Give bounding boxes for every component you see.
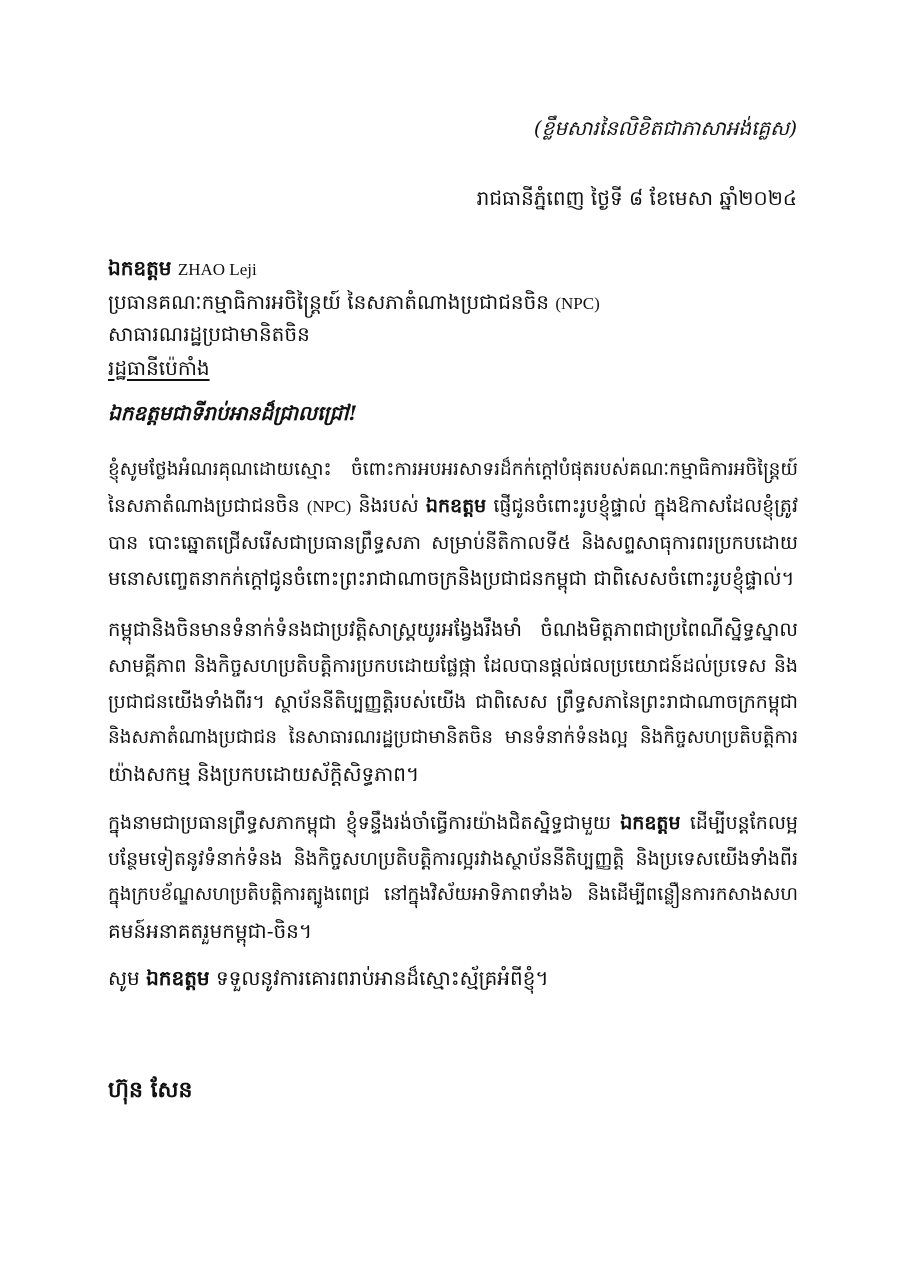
- paragraph-3: [108, 805, 798, 949]
- paragraph-line: បន្ថែមទៀតនូវទំនាក់ទំនង និងកិច្ចសហប្រតិបត្តិការល្អរវាងស្ថាប័ននីតិប្បញ្ញត្តិ និងប្រទេសយើងទាំងពីរ: [108, 848, 798, 870]
- recipient-name-line: [108, 250, 257, 288]
- paragraph-line: សាមគ្គីភាព និងកិច្ចសហប្រតិបត្តិការប្រកបដោយផ្លែផ្កា ដែលបានផ្តល់ផលប្រយោជន៍ដល់ប្រទេស និង: [108, 655, 798, 677]
- paragraph-line: ប្រជាជនយើងទាំងពីរ។ ស្ថាប័ននីតិប្បញ្ញត្តិរបស់យើង ជាពិសេស ព្រឹទ្ធសភានៃព្រះរាជាណាចក្រកម្ពុជា: [108, 691, 798, 713]
- recipient-title-abbr: (NPC): [555, 294, 600, 313]
- text-run: ដើម្បីបន្តកែលម្អ: [689, 812, 798, 834]
- text-run: សូម: [108, 966, 140, 990]
- closing-line: [108, 960, 798, 996]
- paragraph-line: គមន៍អនាគតរួមកម្ពុជា-ចិន។: [108, 919, 313, 943]
- text-run: (NPC): [306, 497, 352, 516]
- paragraph-2: [108, 612, 798, 792]
- paragraph-line: ខ្ញុំសូមថ្លែងអំណរគុណដោយស្មោះ ចំពោះការអបអរសាទរដ៏កក់ក្តៅបំផុតរបស់គណៈកម្មាធិការអចិន្ត្រៃយ៍: [108, 459, 798, 480]
- signature-name: ហ៊ុន សែន: [108, 1077, 193, 1103]
- text-run: ទទួលនូវការគោរពរាប់អានដ៏ស្មោះស្ម័គ្រអំពីខ្ញុំ។: [215, 966, 549, 990]
- paragraph-line: [108, 488, 798, 525]
- paragraph-1: [108, 452, 798, 597]
- text-run-bold: ឯកឧត្តម: [146, 966, 210, 990]
- paragraph-line: កម្ពុជានិងចិនមានទំនាក់ទំនងជាប្រវត្តិសាស្ត្រយូរអង្វែងរឹងមាំ ចំណងមិត្តភាពជាប្រពៃណីស្និទ្ធស្នាល: [108, 618, 798, 641]
- translation-note: (ខ្លឹមសារនៃលិខិតជាភាសាអង់គ្លេស): [533, 116, 797, 140]
- paragraph-line: និងសភាតំណាងប្រជាជន នៃសាធារណរដ្ឋប្រជាមានិតចិន មានទំនាក់ទំនងល្អ និងកិច្ចសហប្រតិបត្តិការ: [108, 727, 798, 748]
- paragraph-line: [108, 805, 798, 841]
- recipient-name: ZHAO Leji: [177, 260, 257, 279]
- text-run: ក្នុងនាមជាប្រធានព្រឹទ្ធសភាកម្ពុជា ខ្ញុំទន្ទឹងរង់ចាំធ្វើការយ៉ាងជិតស្និទ្ធជាមួយ: [108, 812, 611, 834]
- recipient-city: រដ្ឋធានីប៉េកាំង: [108, 356, 210, 380]
- recipient-honorific: ឯកឧត្តម: [108, 256, 172, 280]
- paragraph-line: ក្នុងក្របខ័ណ្ឌសហប្រតិបត្តិការត្បូងពេជ្រ នៅក្នុងវិស័យអាទិភាពទាំង៦ និងដើម្បីពន្លឿនការកសាងសហ: [108, 884, 798, 905]
- paragraph-line: យ៉ាងសកម្ម និងប្រកបដោយស័ក្តិសិទ្ធភាព។: [108, 762, 420, 786]
- recipient-country: សាធារណរដ្ឋប្រជាមានិតចិន: [108, 322, 310, 346]
- recipient-title-text: ប្រធានគណៈកម្មាធិការអចិន្ត្រៃយ៍ នៃសភាតំណាងប្រជាជនចិន: [108, 290, 549, 314]
- text-run-bold: ឯកឧត្តម: [425, 495, 487, 517]
- salutation: ឯកឧត្តមជាទីរាប់អានដ៏ជ្រាលជ្រៅ!: [108, 401, 358, 425]
- text-run: និងរបស់: [358, 495, 419, 517]
- text-run: នៃសភាតំណាងប្រជាជនចិន: [108, 495, 300, 517]
- text-run: ផ្ញើជូនចំពោះរូបខ្ញុំផ្ទាល់ ក្នុងឱកាសដែលខ្ញុំត្រូវ: [493, 495, 798, 517]
- paragraph-line: បាន បោះឆ្នោតជ្រើសរើសជាប្រធានព្រឹទ្ធសភា សម្រាប់នីតិកាលទី៥ និងសព្ទសាធុការពរប្រកបដោយ: [108, 532, 798, 554]
- paragraph-line: មនោសញ្ចេតនាកក់ក្តៅជូនចំពោះព្រះរាជាណាចក្រនិងប្រជាជនកម្ពុជា ជាពិសេសចំពោះរូបខ្ញុំផ្ទាល់។: [108, 567, 795, 590]
- paragraph-line: [108, 960, 798, 996]
- text-run-bold: ឯកឧត្តម: [620, 812, 681, 834]
- place-and-date: រាជធានីភ្នំពេញ ថ្ងៃទី ៨ ខែមេសា ឆ្នាំ២០២៤: [476, 186, 797, 210]
